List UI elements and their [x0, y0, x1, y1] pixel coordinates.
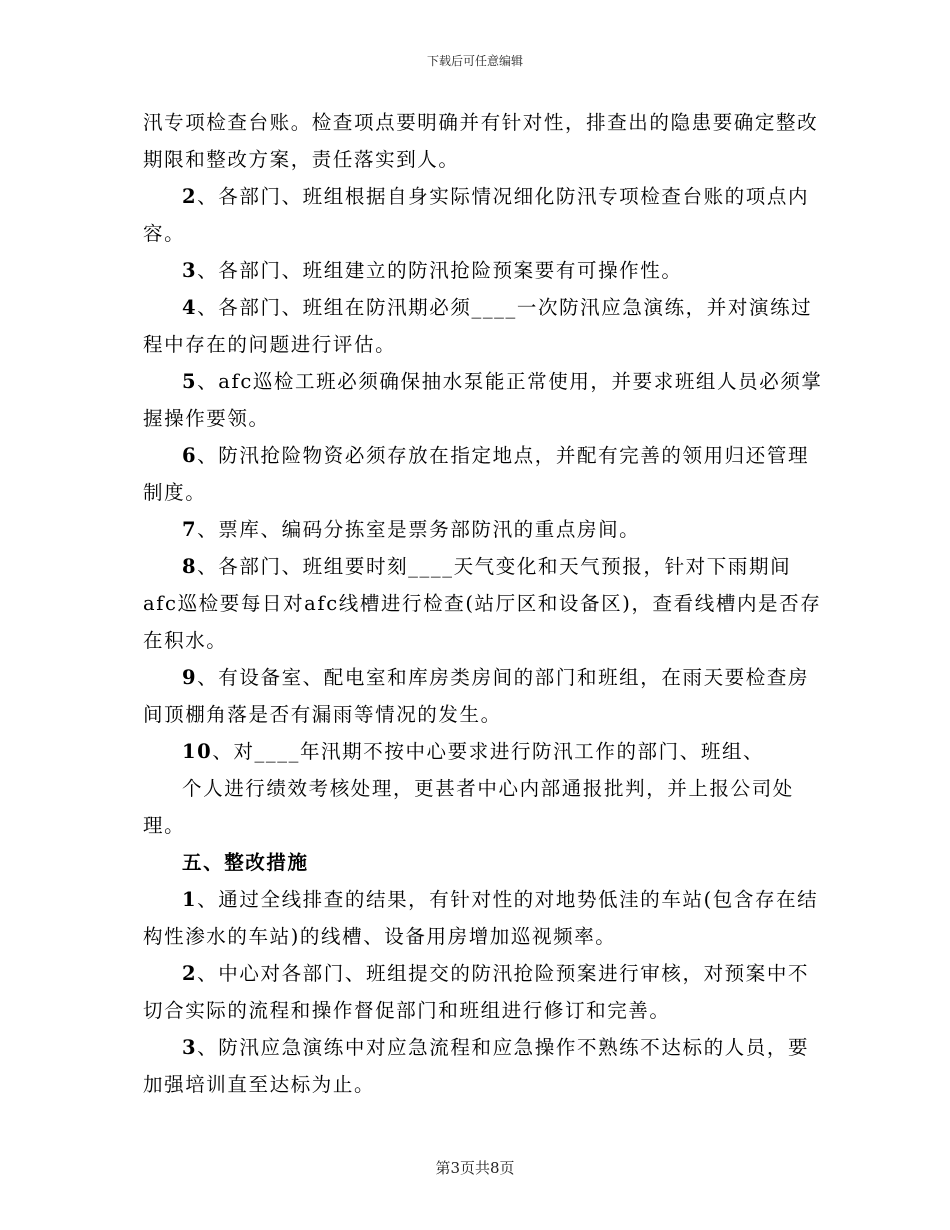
list-item-8: [143, 548, 823, 659]
item-text: 、对____年汛期不按中心要求进行防汛工作的部门、班组、: [212, 740, 765, 763]
item-number: 10: [182, 740, 213, 763]
list-item-5: [143, 363, 823, 437]
section-title: 五、整改措施: [182, 851, 309, 874]
measure-item-3: [143, 1029, 823, 1103]
item-number: 1: [182, 888, 198, 911]
list-item-6: [143, 437, 823, 511]
list-item-3: [143, 252, 823, 289]
item-text: 、中心对各部门、班组提交的防汛抢险预案进行审核，对预案中不切合实际的流程和操作督促部门和班组进行修订和完善。: [143, 962, 810, 1022]
item-number: 7: [182, 518, 198, 541]
page-header: 下载后可任意编辑: [426, 54, 523, 68]
item-number: 9: [182, 666, 198, 689]
item-text: 、防汛应急演练中对应急流程和应急操作不熟练不达标的人员，要加强培训直至达标为止。: [143, 1036, 810, 1096]
item-text: 、票库、编码分拣室是票务部防汛的重点房间。: [197, 518, 641, 541]
item-text: 、有设备室、配电室和库房类房间的部门和班组，在雨天要检查房间顶棚角落是否有漏雨等情况的发生。: [143, 666, 810, 726]
item-number: 3: [182, 1036, 198, 1059]
item-number: 6: [182, 444, 198, 467]
measure-item-1: [143, 881, 823, 955]
page-footer: 第3页共8页: [435, 1159, 515, 1177]
item-text: 、各部门、班组要时刻____天气变化和天气预报，针对下雨期间afc巡检要每日对afc线槽进行检查(站厅区和设备区)，查看线槽内是否存在积水。: [143, 555, 822, 652]
item-number: 5: [182, 370, 198, 393]
item-text: 、通过全线排查的结果，有针对性的对地势低洼的车站(包含存在结构性渗水的车站)的线槽、设备用房增加巡视频率。: [143, 888, 819, 948]
measure-item-2: [143, 955, 823, 1029]
item-number: 8: [182, 555, 198, 578]
document-body: [143, 104, 823, 1103]
list-item-7: [143, 511, 823, 548]
item-number: 3: [182, 259, 198, 282]
list-item-2: [143, 178, 823, 252]
list-item-10: [143, 733, 823, 770]
paragraph-continuation: 汛专项检查台账。检查项点要明确并有针对性，排查出的隐患要确定整改期限和整改方案，责任落实到人。: [143, 111, 819, 171]
item-text: 、各部门、班组根据自身实际情况细化防汛专项检查台账的项点内容。: [143, 185, 810, 245]
list-item-10-continuation: 个人进行绩效考核处理，更甚者中心内部通报批判，并上报公司处理。: [143, 777, 794, 837]
item-text: 、防汛抢险物资必须存放在指定地点，并配有完善的领用归还管理制度。: [143, 444, 810, 504]
item-text: 、各部门、班组建立的防汛抢险预案要有可操作性。: [197, 259, 683, 282]
item-text: 、各部门、班组在防汛期必须____一次防汛应急演练，并对演练过程中存在的问题进行评估。: [143, 296, 813, 356]
item-text: 、afc巡检工班必须确保抽水泵能正常使用，并要求班组人员必须掌握操作要领。: [143, 370, 823, 430]
item-number: 2: [182, 185, 198, 208]
item-number: 4: [182, 296, 198, 319]
list-item-4: [143, 289, 823, 363]
list-item-9: [143, 659, 823, 733]
item-number: 2: [182, 962, 198, 985]
